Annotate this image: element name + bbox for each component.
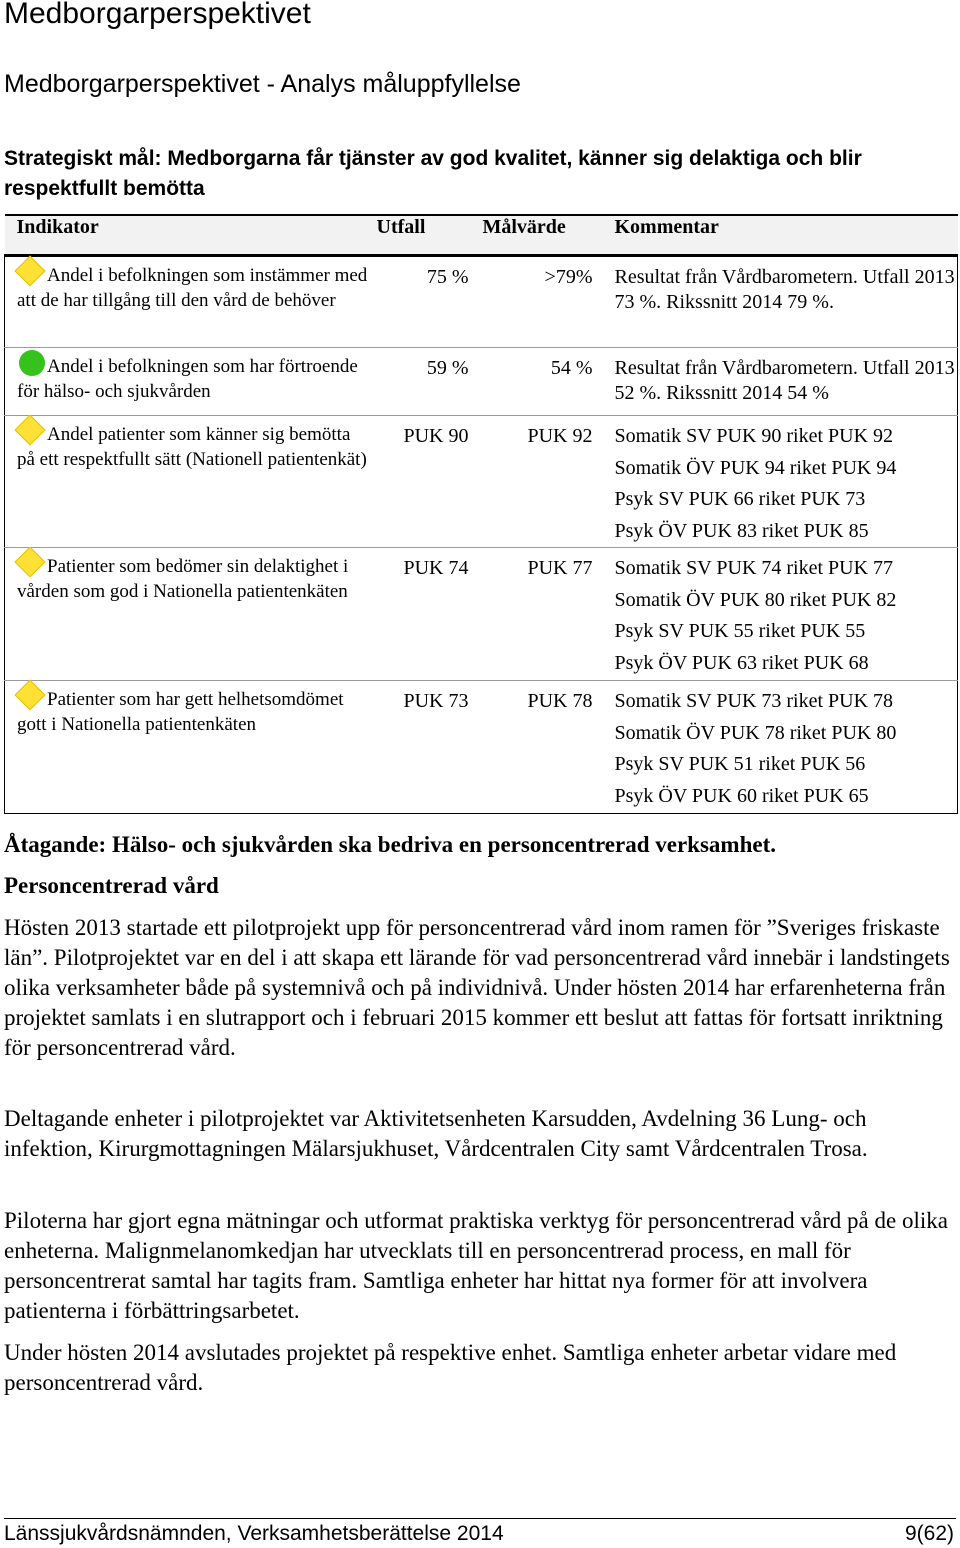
status-icon bbox=[17, 554, 47, 574]
yellow-diamond-icon bbox=[14, 546, 45, 577]
comment-line: Psyk SV PUK 66 riket PUK 73 bbox=[614, 488, 866, 510]
malvarde-value: >79% bbox=[544, 266, 593, 288]
footer-text: Länssjukvårdsnämnden, Verksamhetsberättelse 2014 bbox=[4, 1522, 504, 1545]
comment-line: Psyk ÖV PUK 63 riket PUK 68 bbox=[614, 651, 869, 674]
green-circle-icon bbox=[19, 350, 45, 376]
comment-line: Somatik SV PUK 90 riket PUK 92 bbox=[614, 425, 894, 447]
section-subtitle: Medborgarperspektivet - Analys måluppfyllelse bbox=[4, 70, 521, 98]
indicator-text: Patienter som bedömer sin delaktighet i vården som god i Nationella patientenkäten bbox=[17, 556, 349, 602]
status-icon bbox=[17, 422, 47, 442]
status-icon bbox=[17, 263, 47, 283]
utfall-value: 75 % bbox=[426, 266, 469, 288]
indicator-text: Andel i befolkningen som har förtroende för hälso- och sjukvården bbox=[17, 356, 358, 402]
body-paragraph: Piloterna har gjort egna mätningar och utformat praktiska verktyg för personcentrerad vård på de olika enheterna. Malignmelanomkedjan har utvecklats till en personcentrerad process, en mall för personcentrerat samtal har tagits fram. Samtliga enheter har hittat nya former för att involvera patienterna i förbättringsarbetet. bbox=[4, 1208, 948, 1323]
yellow-diamond-icon bbox=[14, 679, 45, 710]
table-row bbox=[5, 548, 958, 681]
page-number: 9(62) bbox=[904, 1522, 954, 1545]
header-malvarde: Målvärde bbox=[483, 215, 607, 256]
header-kommentar: Kommentar bbox=[607, 215, 958, 256]
yellow-diamond-icon bbox=[14, 255, 45, 286]
malvarde-value: PUK 92 bbox=[527, 425, 593, 447]
footer-divider bbox=[4, 1518, 956, 1519]
comment-line: Somatik ÖV PUK 78 riket PUK 80 bbox=[614, 721, 897, 744]
indicator-text: Andel patienter som känner sig bemötta på ett respektfullt sätt (Nationell patientenkät) bbox=[17, 424, 367, 470]
page-title: Medborgarperspektivet bbox=[4, 0, 311, 30]
utfall-value: PUK 73 bbox=[403, 690, 469, 712]
yellow-diamond-icon bbox=[14, 414, 45, 445]
malvarde-value: PUK 78 bbox=[527, 690, 593, 712]
comment-text: Resultat från Vårdbarometern. Utfall 2013 73 %. Rikssnitt 2014 79 %. bbox=[614, 266, 955, 313]
comment-line: Psyk SV PUK 51 riket PUK 56 bbox=[614, 753, 866, 775]
body-paragraph: Under hösten 2014 avslutades projektet på respektive enhet. Samtliga enheter arbetar vidare med personcentrerad vård. bbox=[4, 1340, 897, 1395]
utfall-value: 59 % bbox=[426, 357, 469, 379]
indicator-text: Andel i befolkningen som instämmer med att de har tillgång till den vård de behöver bbox=[17, 265, 368, 311]
section-heading: Personcentrerad vård bbox=[4, 873, 219, 898]
body-paragraph: Hösten 2013 startade ett pilotprojekt upp för personcentrerad vård inom ramen för ”Sveriges friskaste län”. Pilotprojektet var en del i att skapa ett lärande för vad personcentrerad vård innebär i landstingets olika verksamheter både på systemnivå och på individnivå. Under hösten 2014 har erfarenheterna från projektet samlats i en slutrapport och i februari 2015 kommer ett beslut att fattas för fortsatt inriktning för personcentrerad vård. bbox=[4, 915, 950, 1060]
table-row bbox=[5, 681, 958, 814]
comment-line: Psyk ÖV PUK 60 riket PUK 65 bbox=[614, 784, 869, 807]
utfall-value: PUK 74 bbox=[403, 557, 469, 579]
malvarde-value: PUK 77 bbox=[527, 557, 593, 579]
comment-line: Somatik SV PUK 74 riket PUK 77 bbox=[614, 557, 894, 579]
comment-line: Somatik ÖV PUK 80 riket PUK 82 bbox=[614, 588, 897, 611]
comment-line: Somatik SV PUK 73 riket PUK 78 bbox=[614, 690, 894, 712]
header-utfall: Utfall bbox=[377, 215, 483, 256]
utfall-value: PUK 90 bbox=[403, 425, 469, 447]
comment-line: Psyk SV PUK 55 riket PUK 55 bbox=[614, 620, 866, 642]
table-row bbox=[5, 256, 958, 348]
comment-line: Somatik ÖV PUK 94 riket PUK 94 bbox=[614, 456, 897, 479]
status-icon bbox=[17, 687, 47, 707]
strategic-goal-heading: Strategiskt mål: Medborgarna får tjänster av god kvalitet, känner sig delaktiga och blir respektfullt bemötta bbox=[4, 147, 862, 200]
comment-text: Resultat från Vårdbarometern. Utfall 2013 52 %. Rikssnitt 2014 54 % bbox=[614, 357, 955, 404]
status-icon bbox=[17, 354, 47, 374]
table-row bbox=[5, 416, 958, 548]
indicator-table bbox=[4, 214, 958, 814]
body-paragraph: Deltagande enheter i pilotprojektet var Aktivitetsenheten Karsudden, Avdelning 36 Lung- och infektion, Kirurgmottagningen Mälarsjukhuset, Vårdcentralen City samt Vårdcentralen Trosa. bbox=[4, 1106, 868, 1161]
malvarde-value: 54 % bbox=[550, 357, 593, 379]
table-header-row bbox=[5, 215, 958, 256]
header-indikator: Indikator bbox=[5, 215, 377, 256]
comment-line: Psyk ÖV PUK 83 riket PUK 85 bbox=[614, 519, 869, 542]
commitment-heading: Åtagande: Hälso- och sjukvården ska bedriva en personcentrerad verksamhet. bbox=[4, 832, 776, 857]
indicator-text: Patienter som har gett helhetsomdömet gott i Nationella patientenkäten bbox=[17, 689, 344, 735]
table-row bbox=[5, 348, 958, 416]
